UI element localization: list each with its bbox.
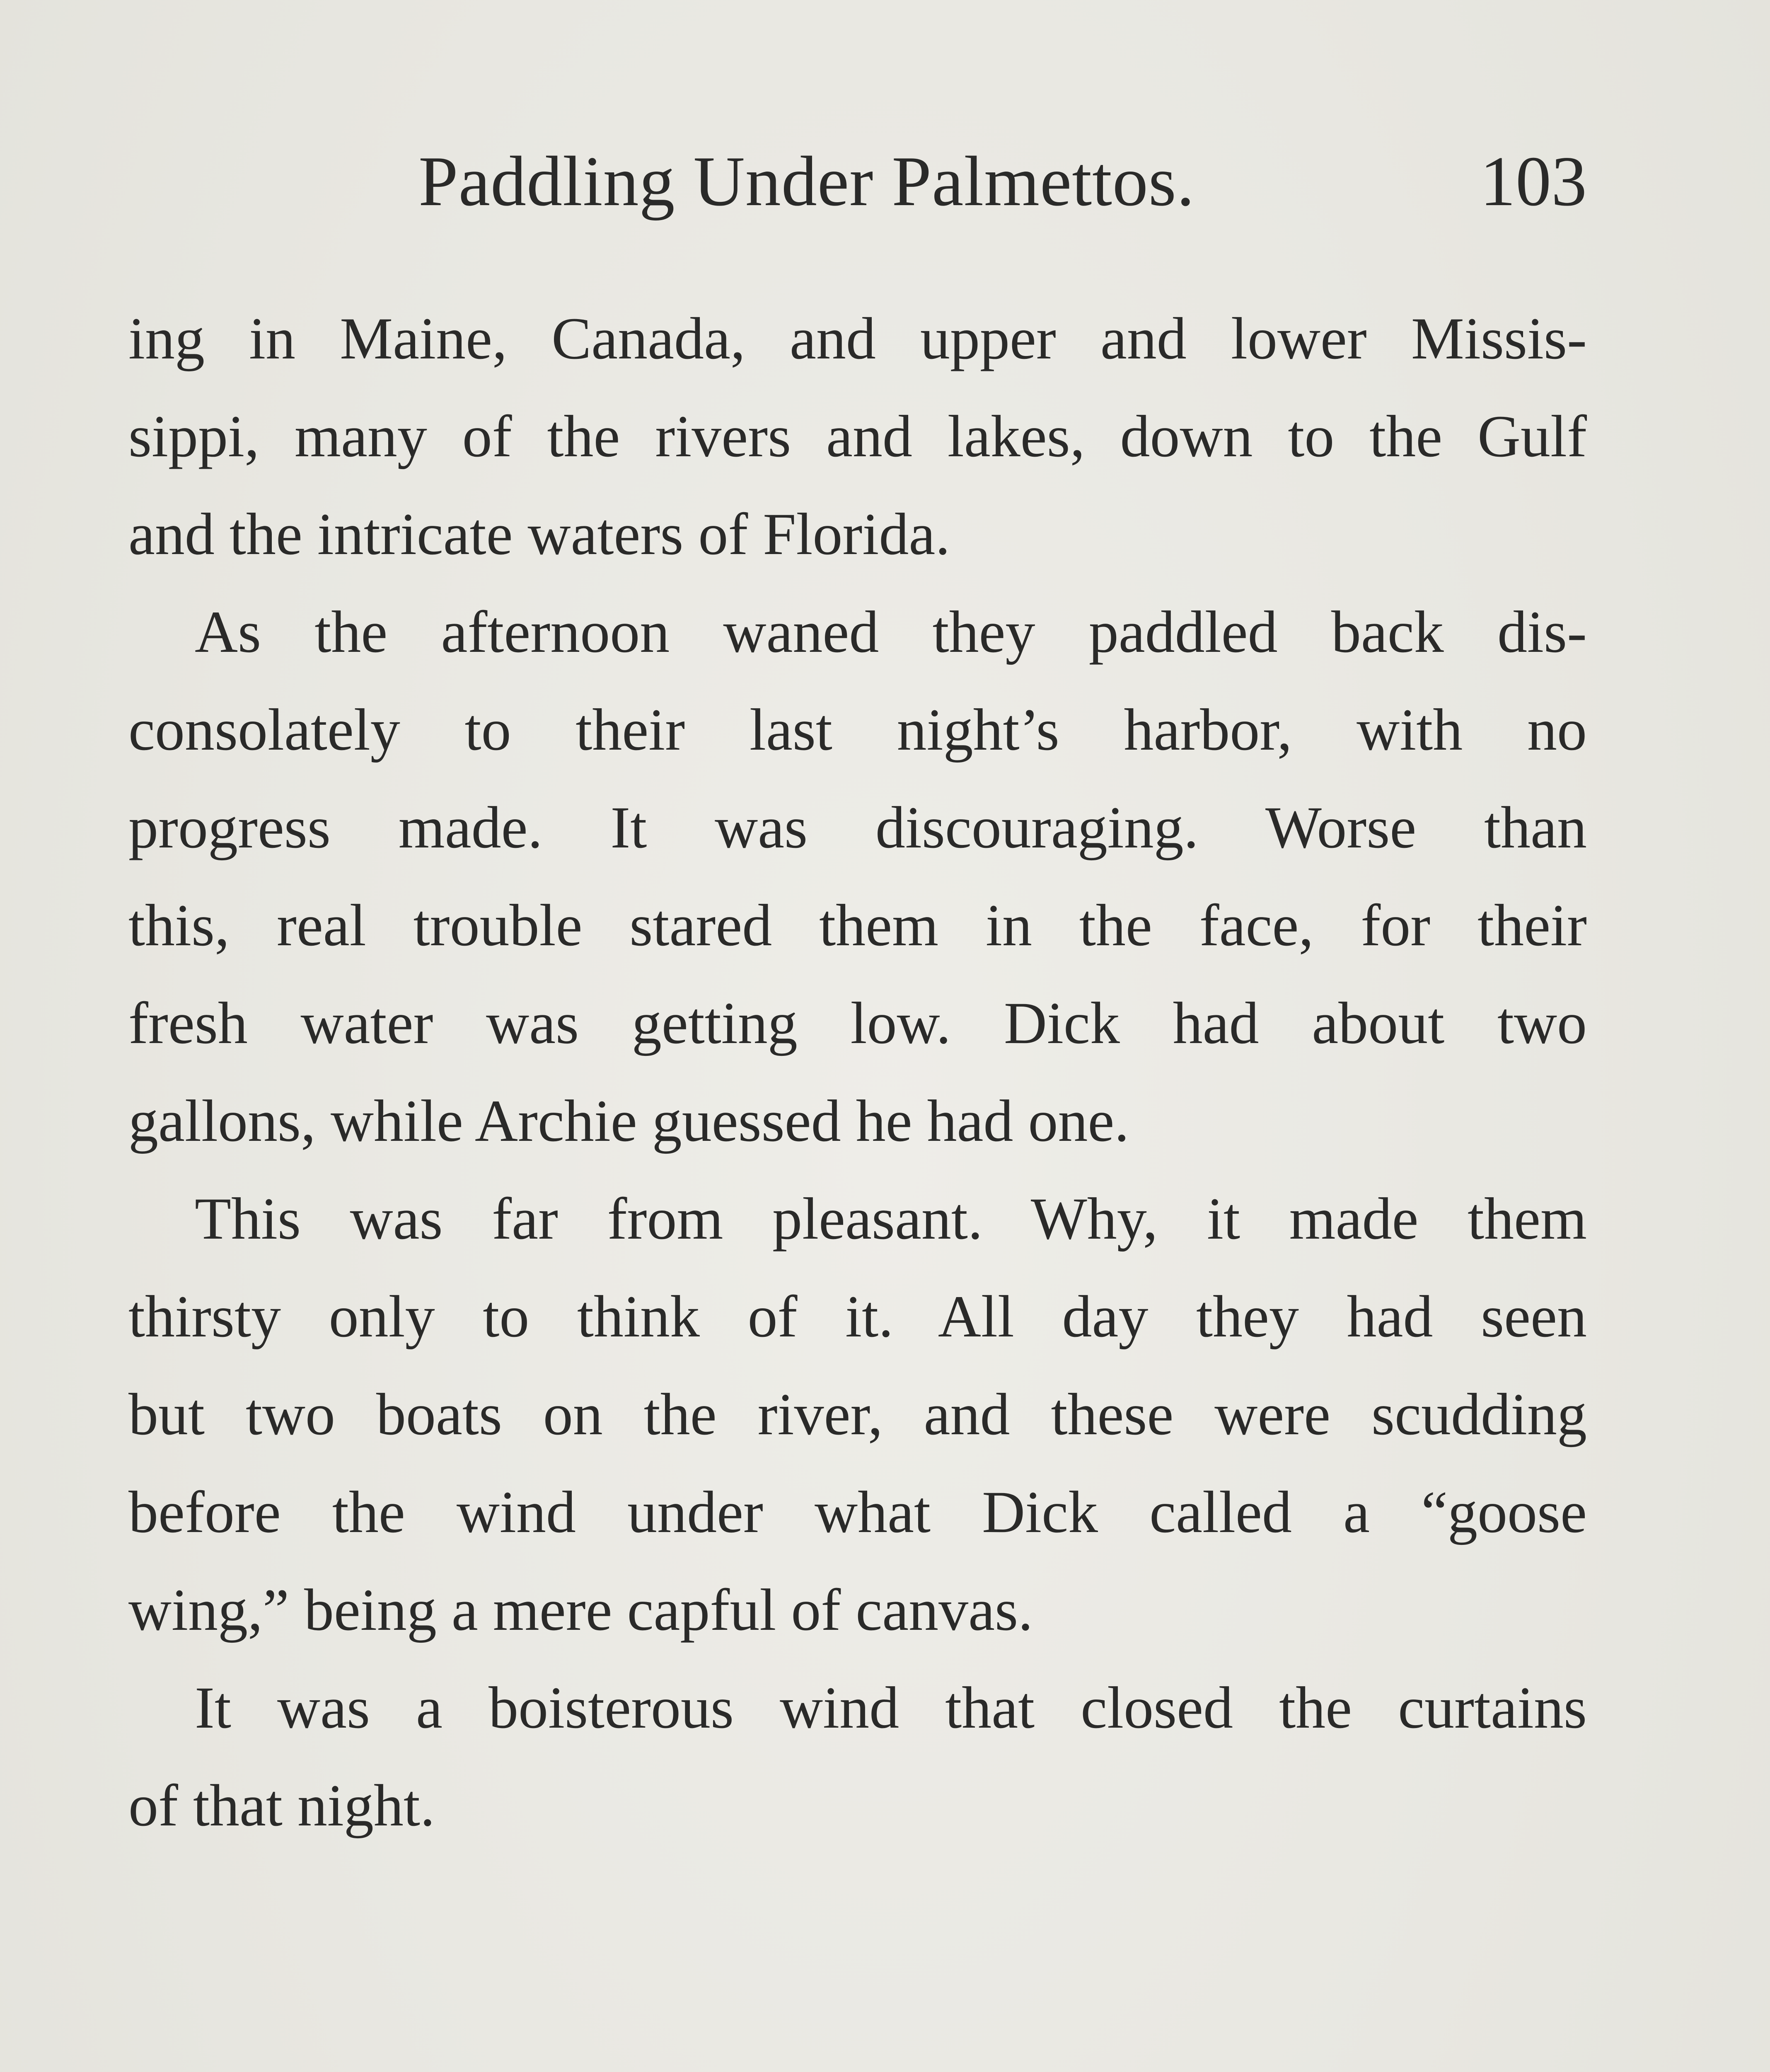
- text-line: sippi, many of the rivers and lakes, down to the Gulf: [128, 404, 1587, 470]
- text-line: consolately to their last night’s harbor, with no: [128, 697, 1587, 763]
- text-line: fresh water was getting low. Dick had about two: [128, 990, 1587, 1056]
- text-line: of that night.: [128, 1773, 435, 1839]
- page-number: 103: [1480, 142, 1587, 221]
- text-line: As the afternoon waned they paddled back dis-: [195, 599, 1587, 665]
- text-line: this, real trouble stared them in the face, for their: [128, 893, 1587, 959]
- text-line: but two boats on the river, and these were scudding: [128, 1382, 1587, 1447]
- text-line: wing,” being a mere capful of canvas.: [128, 1577, 1033, 1643]
- text-line: ing in Maine, Canada, and upper and lower Missis-: [128, 306, 1587, 372]
- text-line: It was a boisterous wind that closed the curtains: [195, 1675, 1587, 1741]
- running-title: Paddling Under Palmettos.: [418, 142, 1195, 221]
- text-line: This was far from pleasant. Why, it made them: [195, 1186, 1587, 1252]
- text-line: gallons, while Archie guessed he had one.: [128, 1088, 1129, 1154]
- text-line: thirsty only to think of it. All day they had seen: [128, 1284, 1587, 1350]
- text-line: and the intricate waters of Florida.: [128, 501, 950, 567]
- text-line: before the wind under what Dick called a “goose: [128, 1479, 1587, 1545]
- body-text: [128, 290, 1587, 1855]
- page-header: [128, 141, 1587, 224]
- text-line: progress made. It was discouraging. Worse than: [128, 795, 1587, 861]
